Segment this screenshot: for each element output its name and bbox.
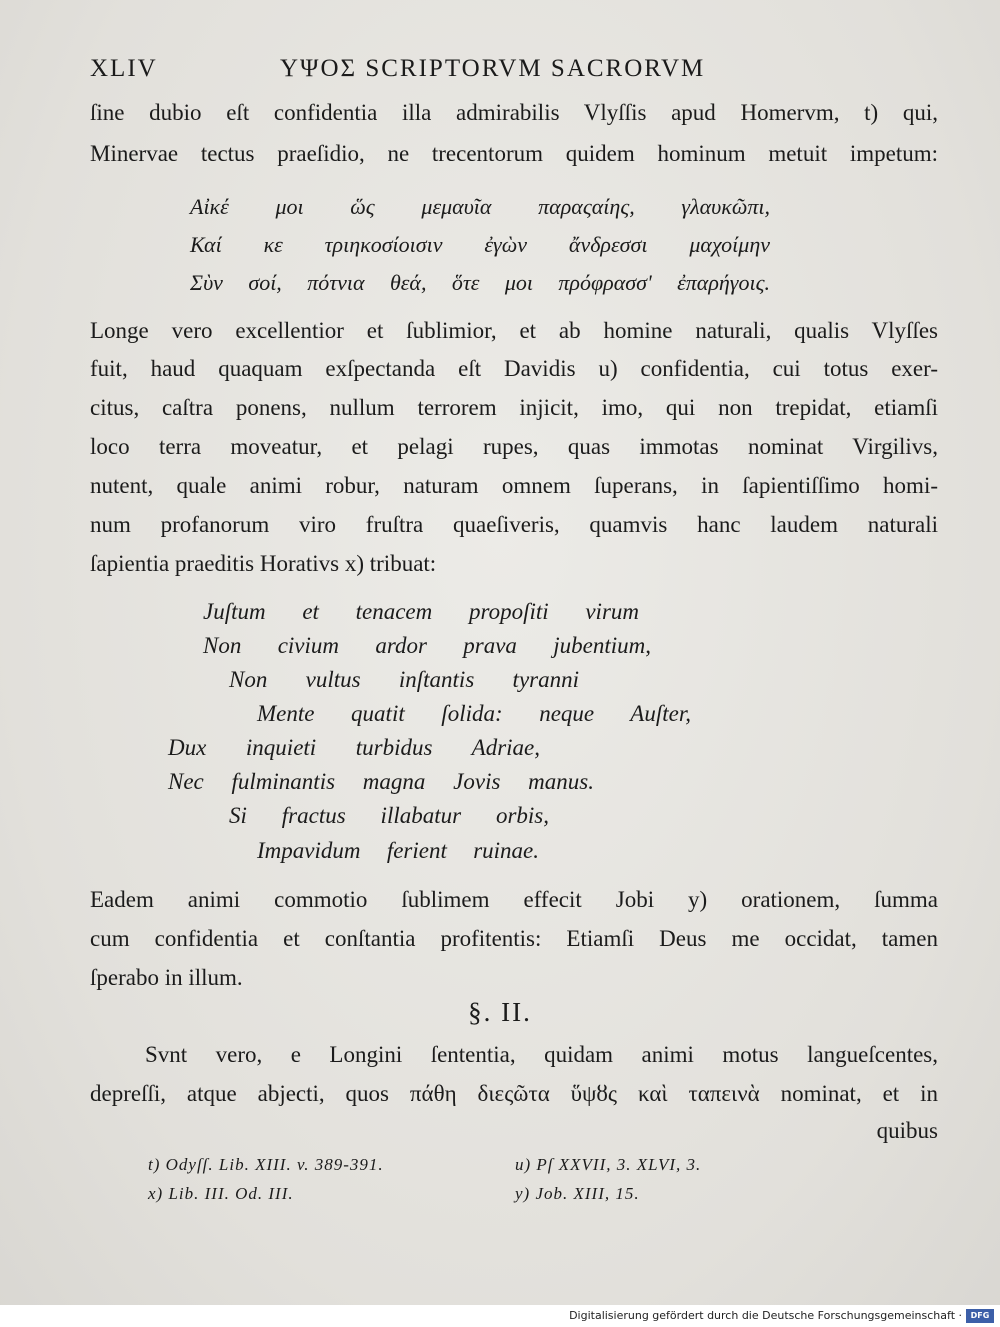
text-line: depreſſi, atque abjecti, quos πάθη διεςῶτα ὕψȣς καὶ ταπεινὰ nominat, et in	[90, 1081, 938, 1106]
latin-verse: Nec fulminantis magna Jovis manus.	[168, 769, 594, 794]
folio-number: XLIV	[90, 55, 158, 82]
dfg-logo-icon: DFG	[966, 1309, 994, 1323]
text-line: ſperabo in illum.	[90, 965, 243, 990]
text-line: nutent, quale animi robur, naturam omnem ſuperans, in ſapientiſſimo homi-	[90, 473, 938, 498]
text-line: citus, caſtra ponens, nullum terrorem injicit, imo, qui non trepidat, etiamſi	[90, 395, 938, 420]
text-line: ſine dubio eſt confidentia illa admirabilis Vlyſſis apud Homervm, t) qui,	[90, 100, 938, 125]
footnote-y: y) Job. XIII, 15.	[515, 1184, 640, 1203]
latin-verse: Si fractus illabatur orbis,	[229, 803, 549, 828]
latin-verse: Mente quatit ſolida: neque Auſter,	[257, 701, 691, 726]
page-header	[90, 55, 950, 91]
latin-verse: Impavidum ferient ruinae.	[257, 838, 539, 863]
text-line: ſapientia praeditis Horativs x) tribuat:	[90, 551, 437, 576]
catchword: quibus	[876, 1118, 938, 1143]
greek-verse: Σὺν σοί, πότνια θεά, ὅτε μοι πρόφρασσ' ἐπαρήγοις.	[190, 270, 770, 295]
text-line: num profanorum viro fruſtra quaeſiveris, quamvis hanc laudem naturali	[90, 512, 938, 537]
latin-verse: Non civium ardor prava jubentium,	[203, 633, 651, 658]
text-line: Minervae tectus praeſidio, ne trecentorum quidem hominum metuit impetum:	[90, 141, 938, 166]
text-line: cum confidentia et conſtantia profitentis: Etiamſi Deus me occidat, tamen	[90, 926, 938, 951]
text-line: Eadem animi commotio ſublimem effecit Jobi y) orationem, ſumma	[90, 887, 938, 912]
credit-text: Digitalisierung gefördert durch die Deutsche Forschungsgemeinschaft ·	[569, 1309, 962, 1322]
greek-verse: Καί κε τριηκοσίοισιν ἐγὼν ἄνδρεσσι μαχοίμην	[190, 232, 770, 257]
latin-verse: Juſtum et tenacem propoſiti virum	[203, 599, 639, 624]
latin-verse: Non vultus inſtantis tyranni	[229, 667, 579, 692]
footnote-t: t) Odyſſ. Lib. XIII. v. 389-391.	[148, 1155, 384, 1174]
running-title: ΥΨΟΣ SCRIPTORVM SACRORVM	[280, 55, 706, 82]
text-line: loco terra moveatur, et pelagi rupes, quas immotas nominat Virgilivs,	[90, 434, 938, 459]
footnote-u: u) Pſ XXVII, 3. XLVI, 3.	[515, 1155, 702, 1174]
footnote-x: x) Lib. III. Od. III.	[148, 1184, 294, 1203]
section-heading: §. II.	[468, 997, 532, 1027]
latin-verse: Dux inquieti turbidus Adriae,	[168, 735, 540, 760]
text-line: fuit, haud quaquam exſpectanda eſt Davidis u) confidentia, cui totus exer-	[90, 356, 938, 381]
text-line: Longe vero excellentior et ſublimior, et ab homine naturali, qualis Vlyſſes	[90, 318, 938, 343]
greek-verse: Αἰκέ μοι ὥς μεμαυῖα παραςαίης, γλαυκῶπι,	[190, 194, 770, 219]
text-line: Svnt vero, e Longini ſententia, quidam animi motus langueſcentes,	[145, 1042, 938, 1067]
digitization-credit-bar	[0, 1305, 1000, 1327]
